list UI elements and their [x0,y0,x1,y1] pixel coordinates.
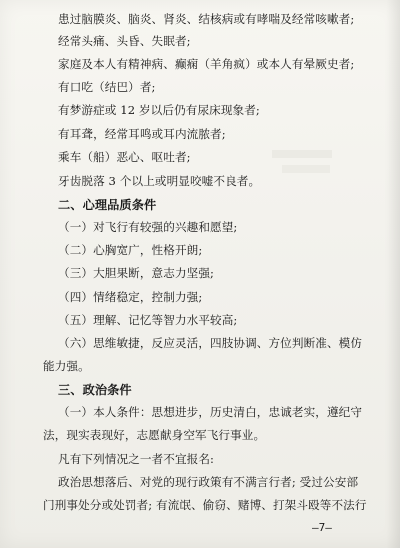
body-line: 凡有下列情况之一者不宜报名: [58,452,215,466]
list-item-continuation: 法，现实表现好，志愿献身空军飞行事业。 [43,428,266,442]
list-item: （五）理解、记忆等智力水平较高; [58,313,238,327]
body-line: 有耳聋，经常耳鸣或耳内流脓者; [58,127,226,141]
body-line: 家庭及本人有精神病、癫痫（羊角疯）或本人有晕厥史者; [58,57,355,71]
body-line: 经常头痛、头昏、失眠者; [58,34,191,48]
list-item: （三）大胆果断，意志力坚强; [58,266,215,280]
list-item: （一）本人条件：思想进步，历史清白，忠诚老实，遵纪守 [58,405,363,419]
list-item: （一）对飞行有较强的兴趣和愿望; [58,220,238,234]
body-line: 政治思想落后、对党的现行政策有不满言行者; 受过公安部 [58,475,359,489]
list-item: （二）心胸宽广，性格开朗; [58,243,203,257]
body-line: 门刑事处分或处罚者; 有流氓、偷窃、赌博、打架斗殴等不法行 [43,498,367,512]
body-line: 有梦游症或 12 岁以后仍有尿床现象者; [58,103,260,117]
body-line: 牙齿脱落 3 个以上或明显咬嘘不良者。 [58,174,261,188]
section-heading-politics: 三、政治条件 [58,383,132,397]
body-line: 患过脑膜炎、脑炎、肾炎、结核病或有哮喘及经常咳嗽者; [58,12,355,26]
show-through-mark [272,150,332,158]
section-heading-psychology: 二、心理品质条件 [58,198,157,212]
page-edge-shadow [386,0,400,548]
body-line: 乘车（船）恶心、呕吐者; [58,150,191,164]
list-item: （六）思维敏捷，反应灵活，四肢协调、方位判断准、模仿 [58,336,363,350]
list-item-continuation: 能力强。 [43,359,90,373]
body-line: 有口吃（结巴）者; [58,80,156,94]
show-through-mark [282,165,330,173]
list-item: （四）情绪稳定，控制力强; [58,290,203,304]
page-number: —7— [312,521,332,534]
